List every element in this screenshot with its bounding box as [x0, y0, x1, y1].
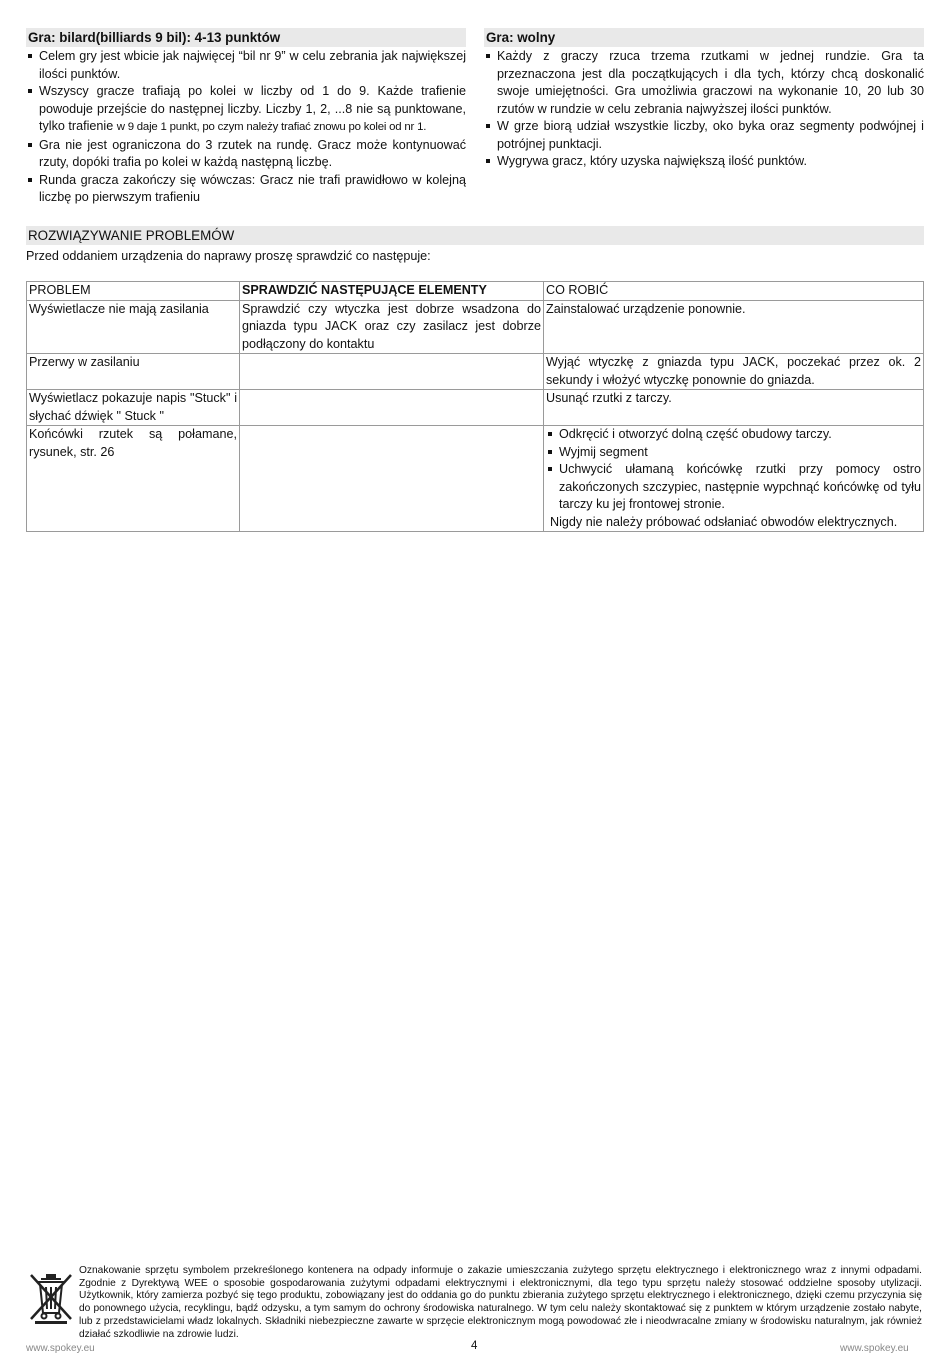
- billiards-rules-list: [26, 48, 466, 207]
- action-warning-note: Nigdy nie należy próbować odsłaniać obwodów elektrycznych.: [550, 514, 898, 529]
- website-link-left[interactable]: www.spokey.eu: [26, 1343, 95, 1354]
- header-problem: PROBLEM: [27, 282, 240, 301]
- header-check: SPRAWDZIĆ NASTĘPUJĄCE ELEMENTY: [240, 282, 544, 301]
- section-troubleshooting: [26, 226, 924, 266]
- list-item: Gra nie jest ograniczona do 3 rzutek na rundę. Gracz może kontynuować rzuty, dopóki trafia po kolei w każdą następną liczbę.: [26, 137, 466, 172]
- table-row: [27, 390, 924, 426]
- section-title-free-game: Gra: wolny: [484, 28, 924, 47]
- list-item: [26, 83, 466, 137]
- cell-check: Sprawdzić czy wtyczka jest dobrze wsadzona do gniazda typu JACK oraz czy zasilacz jest dobrze podłączony do kontaktu: [240, 300, 544, 354]
- free-game-rules-list: [484, 48, 924, 171]
- section-title-billiards: Gra: bilard(billiards 9 bil): 4-13 punktów: [26, 28, 466, 47]
- list-item: Każdy z graczy rzuca trzema rzutkami w jednej rundzie. Gra ta przeznaczona jest dla początkujących i dla tych, którzy chcą doskonalić swoje umiejętności. Gra umożliwia graczowi na wykonanie 10, 20 lub 30 rzutów w rundzie w celu zebrania najwyższej ilości punktów.: [484, 48, 924, 118]
- cell-check: [240, 390, 544, 426]
- section-billiards: [26, 28, 466, 207]
- cell-action: [544, 426, 924, 532]
- section-free-game: [484, 28, 924, 171]
- troubleshooting-table: [26, 281, 924, 532]
- cell-problem: Przerwy w zasilaniu: [27, 354, 240, 390]
- action-steps-list: [546, 426, 921, 514]
- cell-problem: Wyświetlacze nie mają zasilania: [27, 300, 240, 354]
- cell-action-text: Wyjąć wtyczkę z gniazda typu JACK, poczekać przez ok. 2 sekundy i włożyć wtyczkę ponownie do gniazda.: [546, 355, 921, 387]
- section-title-troubleshooting: ROZWIĄZYWANIE PROBLEMÓW: [26, 226, 924, 245]
- cell-action: [544, 354, 924, 390]
- table-header-row: [27, 282, 924, 301]
- list-item: Celem gry jest wbicie jak najwięcej “bil nr 9” w celu zebrania jak największej ilości punktów.: [26, 48, 466, 83]
- cell-check: [240, 354, 544, 390]
- table-row: [27, 426, 924, 532]
- list-item: W grze biorą udział wszystkie liczby, oko byka oraz segmenty podwójnej i potrójnej punktacji.: [484, 118, 924, 153]
- cell-action: Zainstalować urządzenie ponownie.: [544, 300, 924, 354]
- cell-problem: Końcówki rzutek są połamane, rysunek, str. 26: [27, 426, 240, 532]
- list-item: Wygrywa gracz, który uzyska największą ilość punktów.: [484, 153, 924, 171]
- weee-disposal-notice: Oznakowanie sprzętu symbolem przekreślonego kontenera na odpady informuje o zakazie umieszczania zużytego sprzętu elektrycznego i elektronicznego wraz z innymi odpadami. Zgodnie z Dyrektywą WEE o sposobie gospodarowania zużytymi odpadami elektrycznymi i elektronicznymi, dla tego typu sprzętu należy stosować oddzielne sposoby utylizacji. Użytkownik, który zamierza pozbyć się tego produktu, zobowiązany jest do oddania go do punktu zbierania zużytego sprzętu elektrycznego i elektronicznego, dzięki czemu przyczynia się do ponownego użycia, recyklingu, bądź odzysku, a tym samym do ochrony środowiska naturalnego. W tym celu należy skontaktować się z punktem w którym urządzenie zostało nabyte, lub z przedstawicielami władz lokalnych. Składniki niebezpieczne zawarte w sprzęcie elektronicznym mogą powodować złe i nieodwracalne zmiany w środowisku naturalnym, jak również działać szkodliwie na zdrowie ludzi.: [79, 1265, 922, 1340]
- cell-check: [240, 426, 544, 532]
- table-row: [27, 354, 924, 390]
- list-item: Wyjmij segment: [546, 444, 921, 462]
- website-link-right[interactable]: www.spokey.eu: [840, 1343, 909, 1354]
- header-action: CO ROBIĆ: [544, 282, 924, 301]
- list-item-text: Wszyscy gracze trafiają po kolei w liczby od 1 do 9. Każde trafienie powoduje przejście do następnej liczby. Liczby 1, 2, ...8 nie są punktowane, tylko trafienie: [39, 84, 466, 133]
- table-row: [27, 300, 924, 354]
- crossed-out-bin-icon: [27, 1271, 75, 1325]
- list-item: Odkręcić i otworzyć dolną część obudowy tarczy.: [546, 426, 921, 444]
- list-item: Runda gracza zakończy się wówczas: Gracz nie trafi prawidłowo w kolejną liczbę po pierwszym trafieniu: [26, 172, 466, 207]
- list-item: Uchwycić ułamaną końcówkę rzutki przy pomocy ostro zakończonych szczypiec, następnie wypchnąć końcówkę od tyłu tarczy ku jej frontowej stronie.: [546, 461, 921, 514]
- cell-action: Usunąć rzutki z tarczy.: [544, 390, 924, 426]
- cell-problem: Wyświetlacz pokazuje napis "Stuck" i słychać dźwięk " Stuck ": [27, 390, 240, 426]
- troubleshooting-intro: Przed oddaniem urządzenia do naprawy proszę sprawdzić co następuje:: [26, 249, 431, 263]
- page-number: 4: [471, 1340, 478, 1352]
- list-item-tail: w 9 daje 1 punkt, po czym należy trafiać znowu po kolei od nr 1.: [116, 121, 427, 133]
